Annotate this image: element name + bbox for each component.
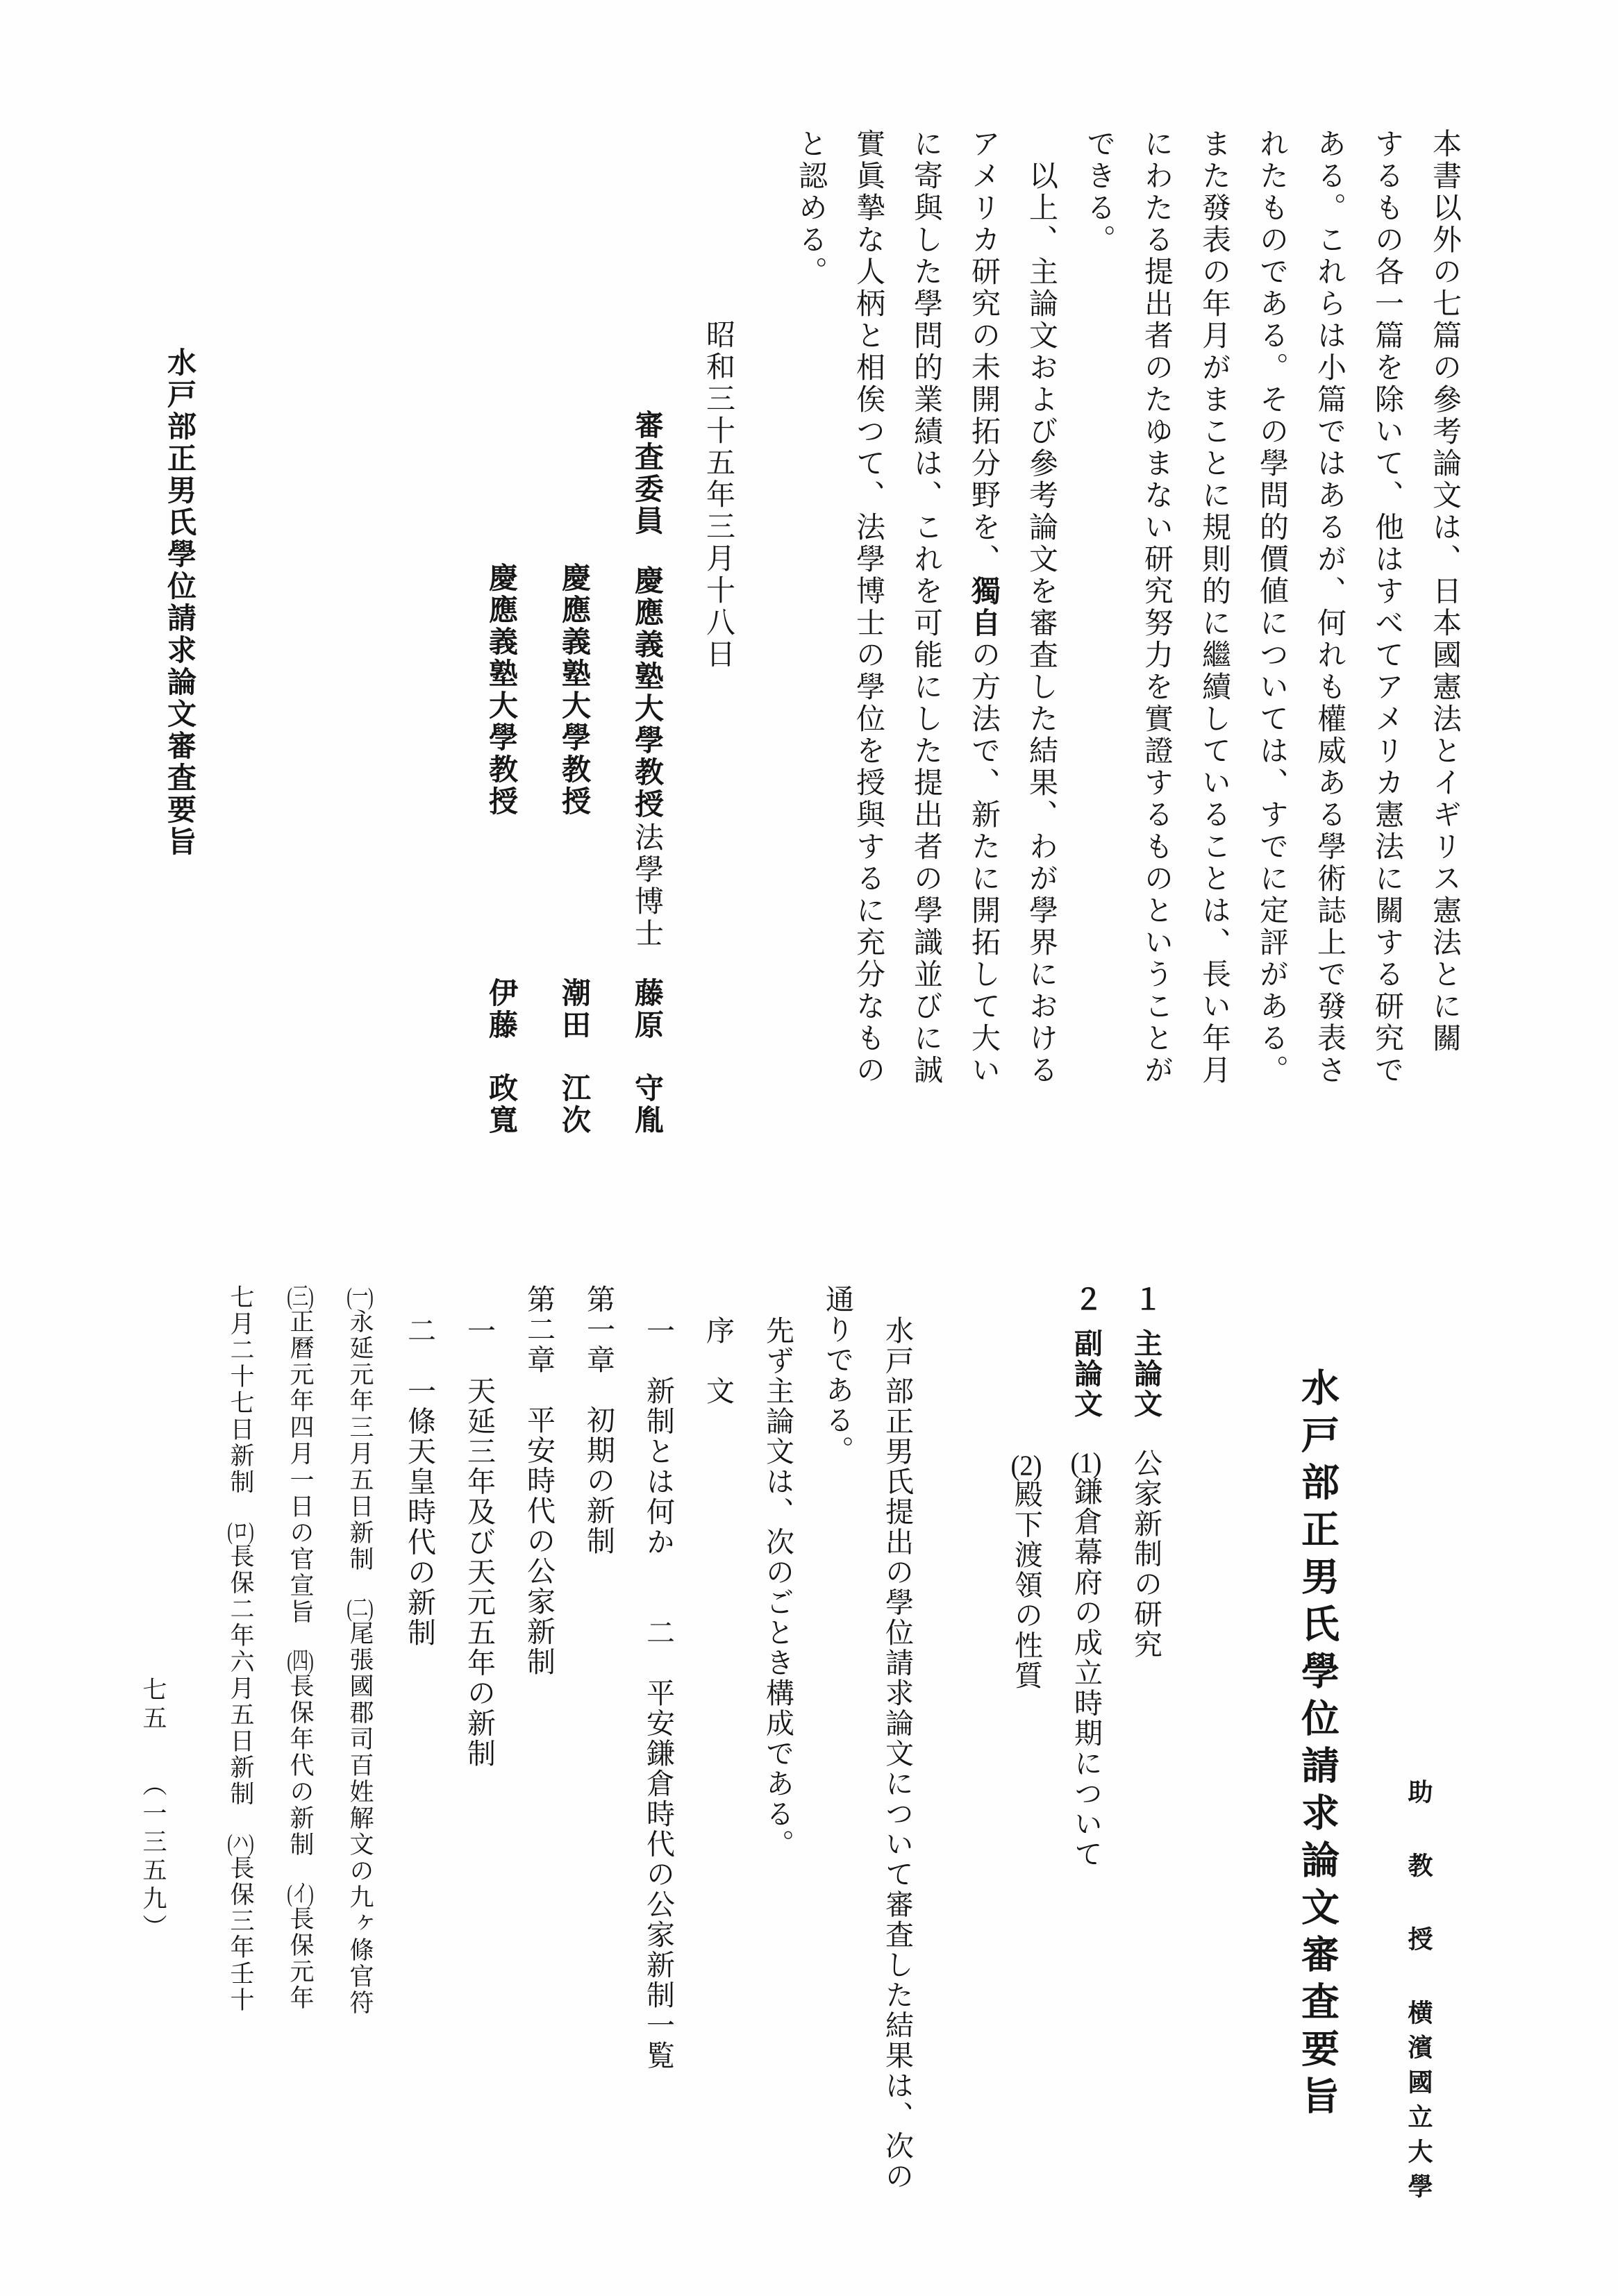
note-marker: (ハ) bbox=[227, 1831, 254, 1855]
main-thesis-label: 主論文 bbox=[1130, 1328, 1162, 1419]
next-section-title: 水戸部正男氏學位請求論文審査要旨 bbox=[163, 347, 195, 858]
sub-thesis-line bbox=[1056, 1284, 1116, 2208]
committee-member bbox=[617, 128, 675, 1146]
member-surname: 伊藤 bbox=[485, 978, 517, 1041]
main-thesis-line bbox=[1116, 1284, 1176, 2208]
toc-chapter: 第一章 初期の新制 bbox=[583, 1284, 615, 1557]
toc-notes-line bbox=[270, 1284, 330, 2208]
toc-preface-items: 一 新制とは何か 二 平安鎌倉時代の公家新制一覧 bbox=[642, 1316, 674, 2071]
member-affiliation: 慶應義塾大學教授 bbox=[631, 565, 662, 821]
toc-preface: 序 文 bbox=[702, 1316, 734, 1407]
main-thesis-number: １ bbox=[1130, 1284, 1162, 1315]
review-text-line: に寄與した學問的業績は、これを可能にした提出者の學識並びに誠 bbox=[910, 128, 942, 1087]
sub-thesis-line bbox=[996, 1284, 1056, 2208]
sub-thesis-label: 副論文 bbox=[1070, 1328, 1102, 1419]
note-marker: (三) bbox=[287, 1284, 314, 1309]
sub-thesis-number: ２ bbox=[1070, 1284, 1102, 1315]
note-marker: (一) bbox=[347, 1284, 374, 1309]
member-degree: 法學博士 bbox=[631, 822, 662, 950]
note-marker: (四) bbox=[287, 1649, 314, 1673]
review-text-line bbox=[954, 128, 1012, 1146]
toc-chapter-item: 一 天延三年及び天元五年の新制 bbox=[463, 1316, 495, 1769]
member-given-name: 江次 bbox=[558, 1073, 590, 1137]
review-text-line: また發表の年月がまことに規則的に繼續していることは、長い年月 bbox=[1198, 128, 1230, 1087]
committee-member bbox=[544, 128, 602, 1146]
note-text: 長保年代の新制 bbox=[287, 1673, 314, 1858]
bottom-page-review bbox=[210, 1284, 1441, 2208]
review-title: 水戸部正男氏學位請求論文審査要旨 bbox=[1296, 1368, 1338, 2123]
member-given-name: 守胤 bbox=[631, 1073, 662, 1137]
note-marker: (ロ) bbox=[227, 1519, 254, 1543]
committee-label: 審査委員 bbox=[631, 410, 662, 537]
page-number-paren: （一三五九） bbox=[140, 1772, 167, 1943]
review-text-line: 以上、主論文および參考論文を審査した結果、わが學界における bbox=[1025, 160, 1057, 1087]
note-marker: (イ) bbox=[287, 1882, 314, 1906]
note-text: 長保二年六月五日新制 bbox=[227, 1543, 254, 1807]
sub-thesis-item-marker: (2) bbox=[1010, 1451, 1042, 1480]
toc-notes-line bbox=[210, 1284, 270, 2208]
note-text: 尾張國郡司百姓解文の九ヶ條官符 bbox=[347, 1620, 374, 2016]
review-text-line: 本書以外の七篇の參考論文は、日本國憲法とイギリス憲法とに關 bbox=[1428, 128, 1460, 1055]
line-segment: の方法で、新たに開拓して大い bbox=[967, 639, 999, 1087]
note-text: 長保元年 bbox=[287, 1906, 314, 2011]
affiliation-university: 横濱國立大學 bbox=[1405, 2000, 1433, 2208]
note-text: 永延元年三月五日新制 bbox=[347, 1309, 374, 1573]
review-date: 昭和三十五年三月十八日 bbox=[702, 319, 734, 671]
member-surname: 藤原 bbox=[631, 978, 662, 1041]
review-text-line: するもの各一篇を除いて、他はすべてアメリカ憲法に關する研究で bbox=[1371, 128, 1403, 1087]
review-text-line: 通りである。 bbox=[821, 1284, 853, 1466]
toc-notes-line bbox=[330, 1284, 390, 2208]
main-thesis-title: 公家新制の研究 bbox=[1130, 1448, 1162, 1660]
member-affiliation: 慶應義塾大學教授 bbox=[485, 562, 517, 818]
note-text: 正曆元年四月一日の官宣旨 bbox=[287, 1309, 314, 1625]
member-affiliation: 慶應義塾大學教授 bbox=[558, 562, 590, 818]
review-text-line: 先ず主論文は、次のごとき構成である。 bbox=[762, 1316, 794, 1859]
sub-thesis-item-title: 殿下渡領の性質 bbox=[1010, 1480, 1042, 1691]
page-number-kanji: 七五 bbox=[140, 1677, 167, 1734]
toc-chapter-item: 二 一條天皇時代の新制 bbox=[403, 1316, 435, 1648]
note-marker: (二) bbox=[347, 1596, 374, 1620]
toc-chapter: 第二章 平安時代の公家新制 bbox=[523, 1284, 555, 1677]
member-given-name: 政寬 bbox=[485, 1073, 517, 1137]
note-text: 長保三年壬十 bbox=[227, 1855, 254, 2013]
sub-thesis-item-marker: (1) bbox=[1070, 1448, 1102, 1477]
top-page-review-conclusion bbox=[150, 128, 1473, 1146]
line-segment: アメリカ研究の未開拓分野を、 bbox=[967, 128, 999, 576]
review-text-line: れたものである。その學問的價値については、すでに定評がある。 bbox=[1256, 128, 1287, 1087]
member-surname: 潮田 bbox=[558, 978, 590, 1041]
sub-thesis-item-title: 鎌倉幕府の成立時期について bbox=[1070, 1477, 1102, 1870]
review-text-line: 實眞摯な人柄と相俟つて、法學博士の學位を授與するに充分なもの bbox=[852, 128, 884, 1087]
review-text-line: ある。これらは小篇ではあるが、何れも權威ある學術誌上で發表さ bbox=[1313, 128, 1345, 1087]
review-text-line: と認める。 bbox=[794, 128, 826, 288]
emphasized-term: 獨自 bbox=[967, 576, 999, 639]
committee-member bbox=[472, 128, 529, 1146]
review-text-line: 水戸部正男氏提出の學位請求論文について審査した結果は、次の bbox=[881, 1316, 913, 2192]
affiliation-position: 助教授 bbox=[1405, 1779, 1433, 2000]
review-text-line: できる。 bbox=[1083, 128, 1115, 256]
review-text-line: にわたる提出者のたゆまない研究努力を實證するものということが bbox=[1140, 128, 1172, 1087]
note-text: 七月二十七日新制 bbox=[227, 1284, 254, 1495]
author-affiliation bbox=[1346, 1284, 1441, 2208]
page-number bbox=[135, 1677, 170, 1943]
